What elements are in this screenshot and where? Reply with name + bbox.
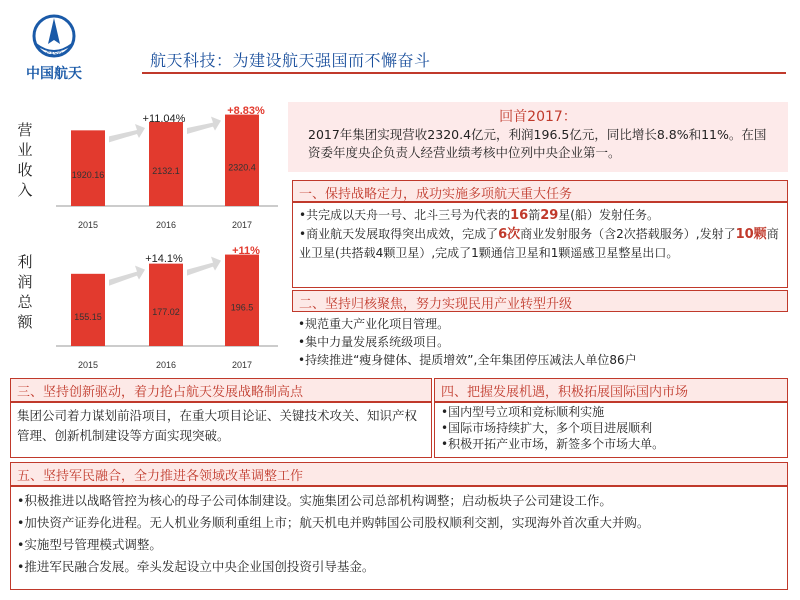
section-5-item: •实施型号管理模式调整。 <box>17 537 162 552</box>
section-5-body <box>10 486 788 590</box>
x-tick-label: 2017 <box>231 360 253 370</box>
revenue-chart <box>46 100 286 234</box>
x-tick-label: 2016 <box>155 220 177 230</box>
bar-value-label: 2132.1 <box>152 165 180 176</box>
growth-label: +8.83% <box>227 105 265 117</box>
section-2-heading: 二、坚持归核聚焦，努力实现民用产业转型升级 <box>292 290 788 312</box>
section-3-body: 集团公司着力谋划前沿项目，在重大项目论证、关键技术攻关、知识产权管理、创新机制建设等方面实现突破。 <box>10 402 432 458</box>
section-3-heading: 三、坚持创新驱动，着力抢占航天发展战略制高点 <box>10 378 432 402</box>
bar-value-label: 177.02 <box>152 306 180 317</box>
section-5-item: •加快资产证券化进程。无人机业务顺利重组上市；航天机电并购韩国公司股权顺利交割，实现海外首次重大并购。 <box>17 515 650 530</box>
section-2-item: •持续推进“瘦身健体、提质增效”,全年集团停压减法人单位86户 <box>298 353 637 367</box>
bar <box>149 122 183 206</box>
growth-label: +11% <box>232 245 260 257</box>
bar <box>149 264 183 346</box>
review-title: 回首2017： <box>499 109 577 125</box>
section-4-body <box>434 402 788 458</box>
revenue-label: 营业收入 <box>17 121 33 199</box>
section-1-body <box>292 202 788 288</box>
bar <box>225 115 259 206</box>
x-tick-label: 2015 <box>77 220 99 230</box>
section-5-heading: 五、坚持军民融合，全力推进各领域改革调整工作 <box>10 462 788 486</box>
bar-value-label: 155.15 <box>74 311 102 322</box>
bar <box>71 130 105 206</box>
title-divider <box>142 72 786 74</box>
x-tick-label: 2017 <box>231 220 253 230</box>
section-4-heading: 四、把握发展机遇，积极拓展国际国内市场 <box>434 378 788 402</box>
growth-arrow <box>109 124 145 142</box>
bar-value-label: 196.5 <box>230 302 254 313</box>
review-box <box>288 102 788 172</box>
svg-text:中国航天: 中国航天 <box>26 66 82 82</box>
profit-label: 利润总额 <box>17 253 33 331</box>
x-tick-label: 2015 <box>77 360 99 370</box>
growth-arrow <box>109 266 145 286</box>
growth-label: +11.04% <box>142 113 186 125</box>
section-4-item: •国际市场持续扩大，多个项目进展顺利 <box>441 421 653 435</box>
section-1-heading: 一、保持战略定力，成功实施多项航天重大任务 <box>292 180 788 202</box>
growth-arrow <box>187 257 221 276</box>
bar <box>71 274 105 346</box>
section-2-item: •规范重大产业化项目管理。 <box>298 317 450 331</box>
section-2-body <box>292 312 788 374</box>
x-tick-label: 2016 <box>155 360 177 370</box>
casc-logo <box>14 14 134 84</box>
section-5-item: •积极推进以战略管控为核心的母子公司体制建设。实施集团公司总部机构调整；启动板块子公司建设工作。 <box>17 493 612 508</box>
svg-text:CASC: CASC <box>45 52 63 58</box>
bar-value-label: 1920.16 <box>71 170 105 181</box>
section-1-item: •商业航天发展取得突出成效，完成了6次商业发射服务（含2次搭载服务）,发射了10颗商业卫星(共搭载4颗卫星）,完成了1颗通信卫星和1颗遥感卫星整星出口。 <box>299 227 779 260</box>
bar <box>225 255 259 346</box>
bar-value-label: 2320.4 <box>228 162 256 173</box>
section-5-item: •推进军民融合发展。牵头发起设立中央企业国创投资引导基金。 <box>17 559 375 574</box>
profit-chart <box>46 240 286 374</box>
growth-label: +14.1% <box>145 253 183 265</box>
review-text: 2017年集团实现营收2320.4亿元，利润196.5亿元，同比增长8.8%和11%。在国资委年度央企负责人经营业绩考核中位列中央企业第一。 <box>308 127 767 160</box>
section-4-item: •国内型号立项和竞标顺利实施 <box>441 405 605 419</box>
section-1-item: •共完成以天舟一号、北斗三号为代表的16箭29星(船）发射任务。 <box>299 208 659 223</box>
page-title: 航天科技：为建设航天强国而不懈奋斗 <box>150 51 431 70</box>
section-2-item: •集中力量发展系统级项目。 <box>298 335 450 349</box>
growth-arrow <box>187 117 221 134</box>
section-4-item: •积极开拓产业市场，新签多个市场大单。 <box>441 437 665 451</box>
